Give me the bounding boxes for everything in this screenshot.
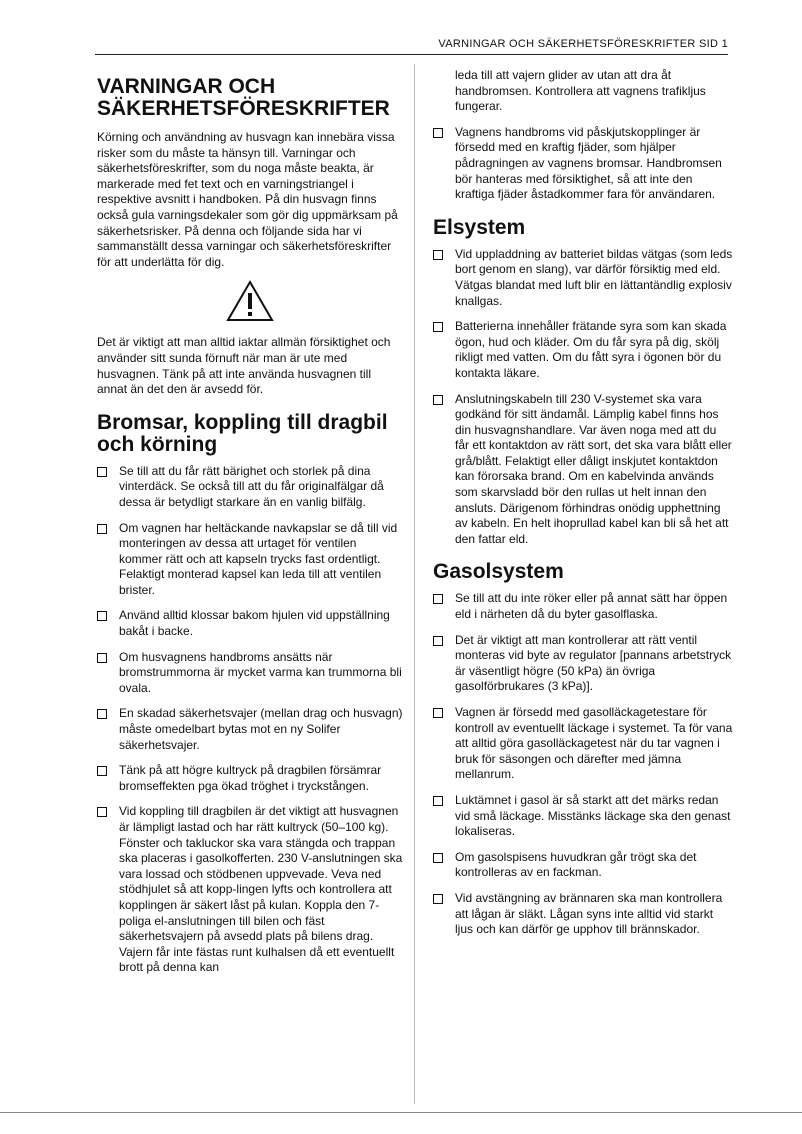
list-item: Det är viktigt att man kontrollerar att rätt ventil monteras vid byte av regulator [pannans arbetstryck är väsentligt högre (50 kPa) än övriga gasolförbrukares (3 kPa)]. <box>433 633 733 695</box>
warning-triangle-icon <box>97 280 403 327</box>
list-item: Använd alltid klossar bakom hjulen vid uppställning bakåt i backe. <box>97 608 403 639</box>
checkbox-icon <box>433 128 443 138</box>
page-title-line1: VARNINGAR OCH <box>97 75 276 98</box>
checkbox-icon <box>97 611 107 621</box>
list-item: Luktämnet i gasol är så starkt att det märks redan vid små läckage. Misstänks läckage ska den genast lokaliseras. <box>433 793 733 840</box>
running-header: VARNINGAR OCH SÄKERHETSFÖRESKRIFTER SID 1 <box>438 38 728 50</box>
checkbox-icon <box>97 807 107 817</box>
list-item: Vagnen är försedd med gasolläckagetestare för kontroll av eventuellt läckage i systemet. Ta för vana att alltid göra gasolläckagetest när du tar vagnen i bruk för säsongen och därefter med jämna mellanrum. <box>433 705 733 783</box>
intro-paragraph: Körning och användning av husvagn kan innebära vissa risker som du måste ta hänsyn till. Varningar och säkerhetsföreskrifter, som du noga måste beakta, är markerade med fet text och en varningstriangel i respektive avsnitt i handboken. På din husvagn finns också gula varningsdekaler som gör dig uppmärksam på säkerhetsrisker. På denna och följande sida har vi sammanställt dessa varningar och säkerhetsföreskrifter för att underlätta för dig. <box>97 130 398 269</box>
checkbox-icon <box>433 708 443 718</box>
column-divider <box>414 64 415 1104</box>
elsystem-list <box>433 247 733 548</box>
list-item: Se till att du inte röker eller på annat sätt har öppen eld i närheten då du byter gasolflaska. <box>433 591 733 622</box>
list-item: Se till att du får rätt bärighet och storlek på dina vinterdäck. Se också till att du får originalfälgar då dessa är betydligt starkare än en vanlig bilfälg. <box>97 464 403 511</box>
handbroms-list <box>433 125 733 203</box>
list-item: Tänk på att högre kultryck på dragbilen försämrar bromseffekten pga ökad tröghet i tryckstången. <box>97 763 403 794</box>
header-rule <box>95 54 728 55</box>
checkbox-icon <box>433 894 443 904</box>
checkbox-icon <box>433 853 443 863</box>
page-title-line2: SÄKERHETSFÖRESKRIFTER <box>97 97 390 120</box>
checkbox-icon <box>433 796 443 806</box>
list-item: Vid uppladdning av batteriet bildas vätgas (som leds bort genom en slang), var därför försiktig med eld. Vätgas blandat med luft blir en lättantändlig explosiv knallgas. <box>433 247 733 309</box>
list-item: En skadad säkerhetsvajer (mellan drag och husvagn) måste omedelbart bytas mot en ny Solifer säkerhetsvajer. <box>97 706 403 753</box>
right-column <box>433 68 733 948</box>
important-paragraph: Det är viktigt att man alltid iaktar allmän försiktighet och använder sitt sunda förnuft när man är ute med husvagnen. Tänk på att inte använda husvagnen till annat än det den är avsedd för. <box>97 335 391 397</box>
checkbox-icon <box>97 653 107 663</box>
checkbox-icon <box>433 594 443 604</box>
checkbox-icon <box>97 766 107 776</box>
list-item: Vid avstängning av brännaren ska man kontrollera att lågan är släkt. Lågan syns inte alltid vid starkt ljus och kan därför ge upphov till brännskador. <box>433 891 733 938</box>
list-item: Om husvagnens handbroms ansätts när bromstrummorna är mycket varma kan trummorna bli ovala. <box>97 650 403 697</box>
bromsar-list <box>97 464 403 976</box>
gasolsystem-list <box>433 591 733 937</box>
page-title <box>97 76 403 120</box>
section-heading-bromsar: Bromsar, koppling till dragbil och körning <box>97 410 388 456</box>
checkbox-icon <box>433 250 443 260</box>
checkbox-icon <box>433 636 443 646</box>
continued-text: leda till att vajern glider av utan att dra åt handbromsen. Kontrollera att vagnens trafikljus fungerar. <box>455 68 706 114</box>
section-heading-gasolsystem: Gasolsystem <box>433 560 564 584</box>
checkbox-icon <box>97 467 107 477</box>
checkbox-icon <box>97 524 107 534</box>
list-item: Vid koppling till dragbilen är det viktigt att husvagnen är lämpligt lastad och har rätt kultryck (50–100 kg). Fönster och takluckor ska vara stängda och trappan ska placeras i gasolkofferten. 230 V-anslutningen ska vara lossad och stödbenen uppvevade. Veva ned stödhjulet så att kopp-lingen lyfts och kontrollera att kopplingen är säkert låst på kulan. Koppla den 7-poliga el-anslutningen till bilen och fäst säkerhetsvajern på avsedd plats på bilens drag. Vajern får inte fästas runt kulhalsen då ett eventuellt brott på denna kan <box>97 804 403 976</box>
checkbox-icon <box>433 322 443 332</box>
checkbox-icon <box>433 395 443 405</box>
checkbox-icon <box>97 709 107 719</box>
bottom-edge-rule <box>0 1112 802 1113</box>
left-column <box>97 68 403 986</box>
list-item: Om gasolspisens huvudkran går trögt ska det kontrolleras av en fackman. <box>433 850 733 881</box>
section-heading-elsystem: Elsystem <box>433 215 526 239</box>
list-item: Vagnens handbroms vid påskjutskopplinger är försedd med en kraftig fjäder, som hjälper pådragningen av vagnens bromsar. Handbromsen bör hanteras med försiktighet, så att inte den kraftiga fjäder åstadkommer fara för användaren. <box>433 125 733 203</box>
list-item: Anslutningskabeln till 230 V-systemet ska vara godkänd för sitt ändamål. Lämplig kabel finns hos din husvagnshandlare. Var även noga med att du får ett kontaktdon av rätt sort, det ska vara blått eller grå/blått. Felaktigt eller dåligt inskjutet kontaktdon kan förorsaka brand. Om en kabelvinda används som skarvsladd bör den rullas ut helt innan den ansluts. Därigenom förhindras onödig upphettning av kabeln. En helt ihoprullad kabel kan bli så het att den fattar eld. <box>433 392 733 548</box>
list-item: Om vagnen har heltäckande navkapslar se då till vid monteringen av dessa att urtaget för ventilen kommer rätt och att kapseln trycks fast ordentligt. Felaktigt monterad kapsel kan leda till att ventilen brister. <box>97 521 403 599</box>
list-item: Batterierna innehåller frätande syra som kan skada ögon, hud och kläder. Om du får syra på dig, skölj rikligt med vatten. Om du fått syra i ögonen bör du kontakta läkare. <box>433 319 733 381</box>
